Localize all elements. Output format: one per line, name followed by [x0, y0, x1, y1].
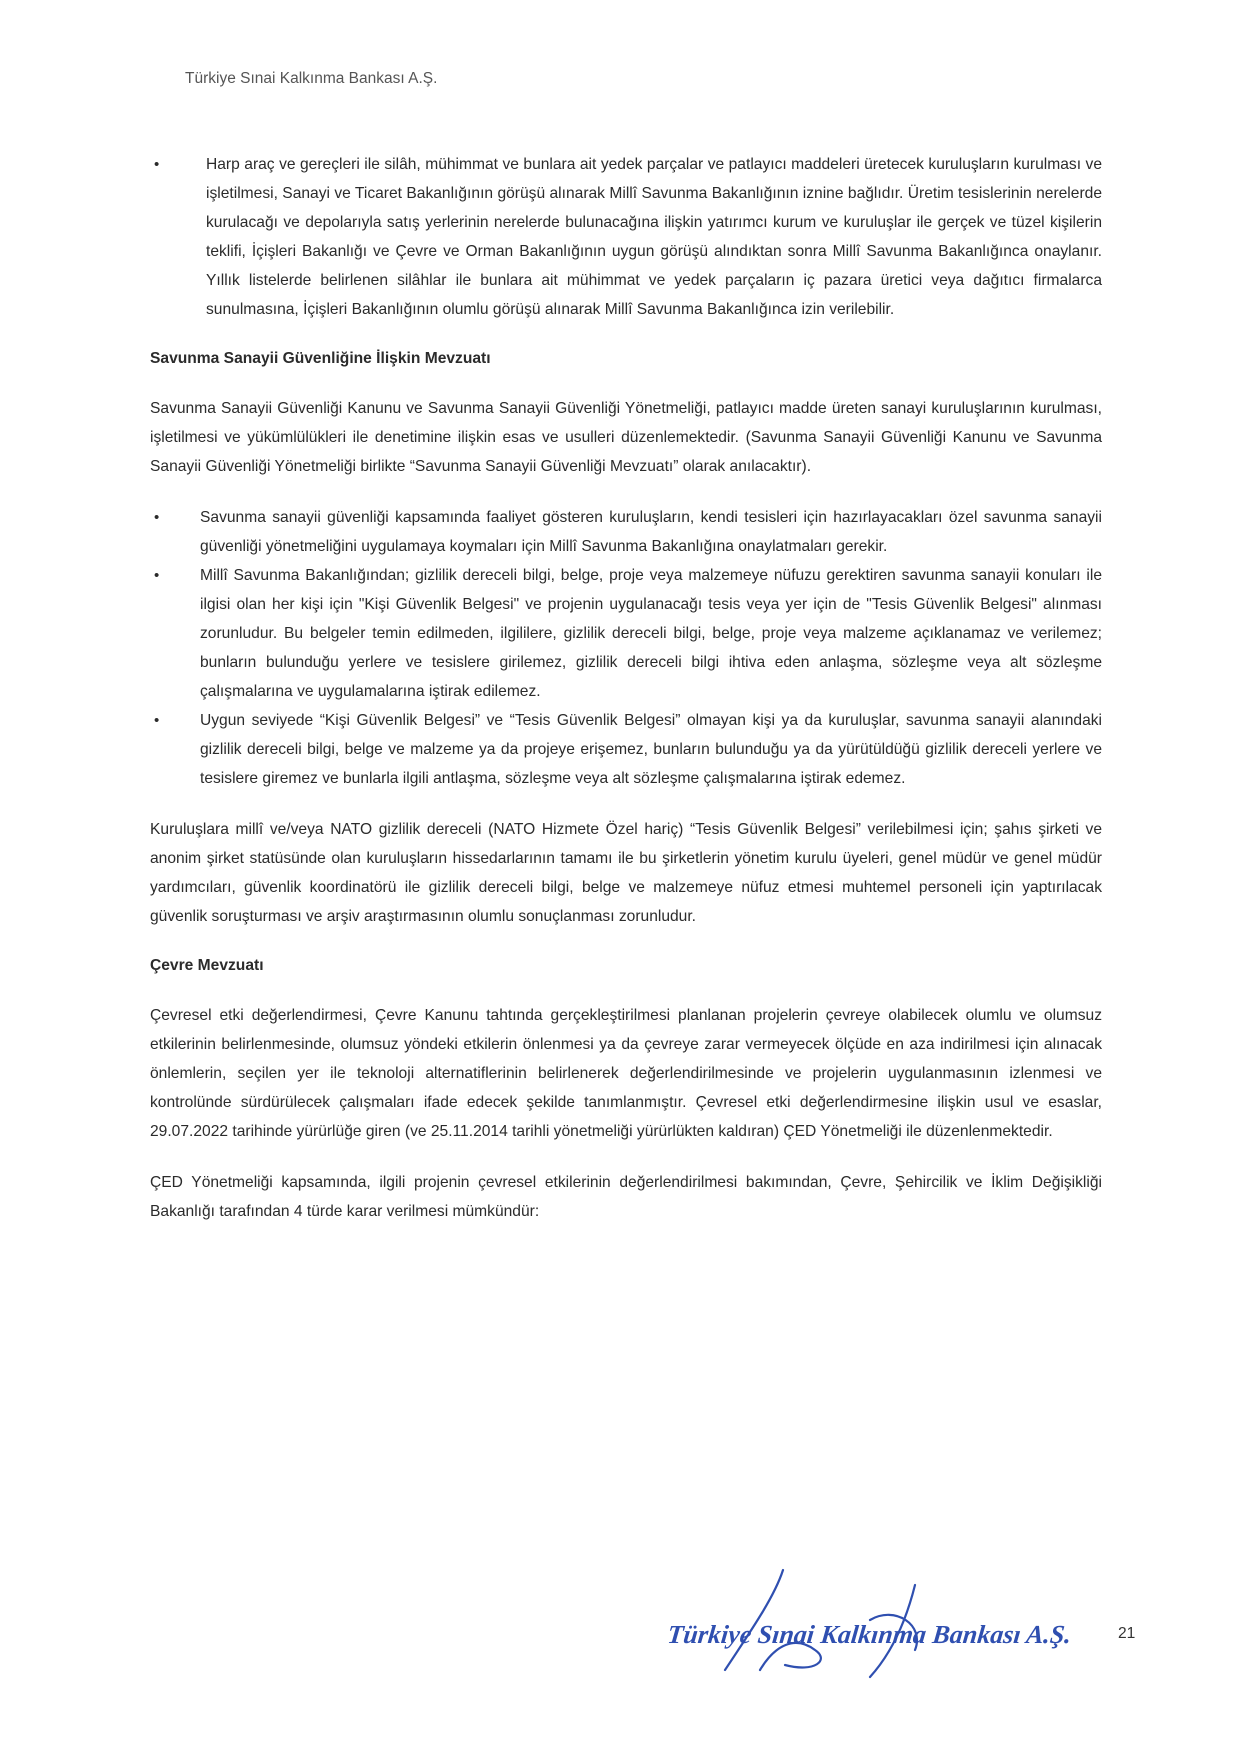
- company-stamp-signature: [665, 1565, 1073, 1685]
- page-number: 21: [1118, 1625, 1136, 1642]
- intro-bullet-list: [150, 150, 1102, 324]
- section-heading-environment: Çevre Mevzuatı: [150, 957, 264, 974]
- list-item: • Uygun seviyede “Kişi Güvenlik Belgesi” ve “Tesis Güvenlik Belgesi” olmayan kişi ya da kuruluşlar, savunma sanayii alanındaki gizlilik dereceli bilgi, belge ve malzeme ya da projeye erişemez, bunların bulunduğu ya da yürütüldüğü gizlilik dereceli yerlere ve tesislere giremez ve bunlarla ilgili antlaşma, sözleşme veya alt sözleşme çalışmalarına iştirak edemez.: [150, 706, 1102, 793]
- paragraph: ÇED Yönetmeliği kapsamında, ilgili projenin çevresel etkilerinin değerlendirilmesi bakımından, Çevre, Şehircilik ve İklim Değişikliği Bakanlığı tarafından 4 türde karar verilmesi mümkündür:: [150, 1174, 1102, 1220]
- paragraph: Kuruluşlara millî ve/veya NATO gizlilik dereceli (NATO Hizmete Özel hariç) “Tesis Güvenlik Belgesi” verilebilmesi için; şahıs şirketi ve anonim şirket statüsünde olan kuruluşların hissedarlarının tamamı ile bu şirketlerin yönetim kurulu üyeleri, genel müdür ve genel müdür yardımcıları, güvenlik koordinatörü ile gizlilik dereceli bilgi, belge ve malzemeye nüfuz etmesi muhtemel personeli için yaptırılacak güvenlik soruşturması ve arşiv araştırmasının olumlu sonuçlanması zorunludur.: [150, 821, 1102, 925]
- page-content: [150, 150, 1102, 1248]
- paragraph: Savunma Sanayii Güvenliği Kanunu ve Savunma Sanayii Güvenliği Yönetmeliği, patlayıcı madde üreten sanayi kuruluşlarının kurulması, işletilmesi ve yükümlülükleri ile denetimine ilişkin esas ve usulleri düzenlemektedir. (Savunma Sanayii Güvenliği Kanunu ve Savunma Sanayii Güvenliği Yönetmeliği birlikte “Savunma Sanayii Güvenliği Mevzuatı” olarak anılacaktır).: [150, 400, 1102, 475]
- page-header: Türkiye Sınai Kalkınma Bankası A.Ş.: [185, 70, 438, 87]
- list-item: • Savunma sanayii güvenliği kapsamında faaliyet gösteren kuruluşların, kendi tesisleri için hazırlayacakları özel savunma sanayii güvenliği yönetmeliğini uygulamaya koymaları için Millî Savunma Bakanlığına onaylatmaları gerekir.: [150, 503, 1102, 561]
- list-item: • Harp araç ve gereçleri ile silâh, mühimmat ve bunlara ait yedek parçalar ve patlayıcı maddeleri üretecek kuruluşların kurulması ve işletilmesi, Sanayi ve Ticaret Bakanlığının görüşü alınarak Millî Savunma Bakanlığının iznine bağlıdır. Üretim tesislerinin nerelerde kurulacağı ve depolarıyla satış yerlerinin nerelerde bulunacağına ilişkin yatırımcı kurum ve kuruluşlar ile gerçek ve tüzel kişilerin teklifi, İçişleri Bakanlığı ve Çevre ve Orman Bakanlığının uygun görüşü alındıktan sonra Millî Savunma Bakanlığınca onaylanır. Yıllık listelerde belirlenen silâhlar ile bunlara ait mühimmat ve yedek parçaların iç pazara üretici veya dağıtıcı firmalarca sunulmasına, İçişleri Bakanlığının olumlu görüşü alınarak Millî Savunma Bakanlığınca izin verilebilir.: [150, 150, 1102, 324]
- svg-text:Türkiye Sınai Kalkınma Bankası: Türkiye Sınai Kalkınma Bankası A.Ş.: [666, 1620, 1073, 1649]
- paragraph: Çevresel etki değerlendirmesi, Çevre Kanunu tahtında gerçekleştirilmesi planlanan projelerin çevreye olabilecek olumlu ve olumsuz etkilerinin belirlenmesinde, olumsuz yöndeki etkilerin önlenmesi ya da çevreye zarar vermeyecek ölçüde en aza indirilmesi için alınacak önlemlerin, seçilen yer ile teknoloji alternatiflerinin belirlenerek değerlendirilmesinde ve projelerin uygulanmasının izlenmesi ve kontrolünde sürdürülecek çalışmaları ifade edecek şekilde tanımlanmıştır. Çevresel etki değerlendirmesine ilişkin usul ve esaslar, 29.07.2022 tarihinde yürürlüğe giren (ve 25.11.2014 tarihli yönetmeliği yürürlükten kaldıran) ÇED Yönetmeliği ile düzenlenmektedir.: [150, 1007, 1102, 1140]
- defense-bullet-list: [150, 503, 1102, 793]
- section-heading-defense-security: Savunma Sanayii Güvenliğine İlişkin Mevzuatı: [150, 350, 491, 367]
- list-item: • Millî Savunma Bakanlığından; gizlilik dereceli bilgi, belge, proje veya malzemeye nüfuzu gerektiren savunma sanayii konuları ile ilgisi olan her kişi için "Kişi Güvenlik Belgesi" ve projenin uygulanacağı tesis veya yer için de "Tesis Güvenlik Belgesi" alınması zorunludur. Bu belgeler temin edilmeden, ilgililere, gizlilik dereceli bilgi, belge, proje veya malzeme açıklanamaz ve verilemez; bunların bulunduğu yerlere ve tesislere girilemez, gizlilik dereceli bilgi ihtiva eden anlaşma, sözleşme veya alt sözleşme çalışmalarına ve uygulamalarına iştirak edilemez.: [150, 561, 1102, 706]
